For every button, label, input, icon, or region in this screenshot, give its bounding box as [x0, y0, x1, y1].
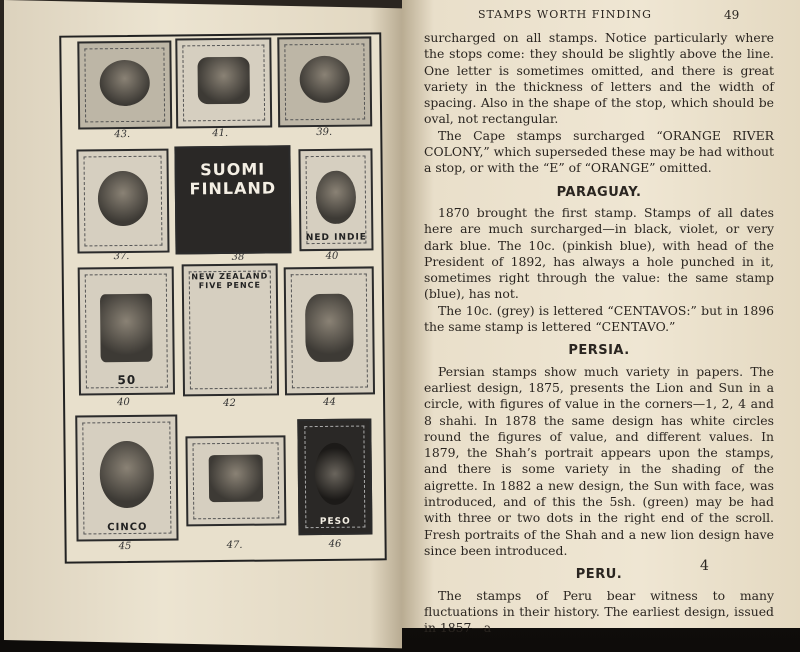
heading-peru: PERU. — [575, 567, 623, 583]
page-body — [424, 30, 774, 636]
stamp-cinco-text: CINCO — [107, 521, 148, 534]
stamp-40-50 — [78, 267, 175, 396]
caption-43: 43. — [114, 128, 131, 141]
stamp-45-cinco — [75, 414, 178, 541]
stamp-40-ned-indie — [298, 148, 373, 251]
caption-46: 46 — [328, 538, 342, 550]
caption-45: 45 — [118, 540, 132, 553]
paragraph-intro-1: surcharged on all stamps. Notice particularly where the stops come: they should be slightly above the line. One letter is sometimes omitted, and there is great variety in the thickness of letters and the width of spacing. Also in the shape of the stop, which should be oval, not rectangular. — [424, 30, 774, 127]
stamp-46-peso — [297, 418, 372, 535]
stamp-42-new-zealand — [182, 263, 279, 396]
stamp-finland-text: SUOMI FINLAND — [189, 159, 277, 199]
stamp-peso-text: PESO — [319, 516, 351, 527]
paragraph-paraguay-1: 1870 brought the first stamp. Stamps of all dates here are much surcharged—in black, violet, or very dark blue. The 10c. (pinkish blue), with head of the President of 1892, has always a hole punched in it, sometimes right through the value: the same stamp (blue), has not. — [424, 204, 774, 302]
stamp-37 — [76, 149, 169, 254]
heading-persia: PERSIA. — [568, 343, 630, 359]
stamp-39 — [277, 36, 372, 127]
paragraph-paraguay-2: The 10c. (grey) is lettered “CENTAVOS:” but in 1896 the same stamp is lettered “CENTAVO.” — [424, 302, 774, 335]
caption-44: 44 — [323, 396, 336, 408]
footer-number: 4 — [700, 558, 709, 574]
heading-paraguay: PARAGUAY. — [556, 184, 642, 200]
caption-40-top: 40 — [325, 250, 339, 262]
stamp-41 — [175, 37, 272, 128]
stamp-ned-indie-text: NED INDIE — [305, 232, 367, 244]
stamp-43 — [77, 41, 172, 130]
caption-47: 47. — [226, 539, 243, 551]
paragraph-persia-1: Persian stamps show much variety in papers. The earliest design, 1875, presents the Lion and Sun in a circle, with figures of value in the corners—1, 2, 4 and 8 shahi. In 1878 the same design has white circles round the figures of value, and different values. In 1879, the Shah’s portrait appears upon the stamps, and there is some variety in the shading of the aigrette. In 1882 a new design, the Sun with face, was introduced, and of this the 5sh. (green) may be had with three or two dots in the right end of the scroll. Fresh portraits of the Shah and a new lion design have since been introduced. — [424, 363, 774, 558]
paragraph-peru-1: The stamps of Peru bear witness to many fluctuations in their history. The earliest design, issued in 1857—a — [424, 587, 774, 636]
caption-38: 38 — [231, 251, 245, 263]
stamp-44 — [284, 266, 375, 395]
stamp-50-text: 50 — [117, 372, 137, 388]
caption-42: 42 — [223, 397, 236, 410]
caption-41: 41. — [212, 127, 229, 140]
caption-37: 37. — [113, 250, 130, 263]
stamp-new-zealand-text: NEW ZEALAND FIVE PENCE — [191, 271, 269, 291]
stamp-47 — [185, 435, 286, 526]
caption-40: 40 — [117, 396, 130, 409]
running-head: STAMPS WORTH FINDING — [478, 8, 652, 21]
caption-39: 39. — [316, 126, 333, 139]
stamp-plate — [59, 32, 387, 563]
stamp-38-finland — [174, 145, 291, 254]
paragraph-intro-2: The Cape stamps surcharged “ORANGE RIVER COLONY,” which superseded these may be had without a stop, or with the “E” of “ORANGE” omitted. — [424, 127, 774, 176]
page-number: 49 — [724, 8, 740, 22]
